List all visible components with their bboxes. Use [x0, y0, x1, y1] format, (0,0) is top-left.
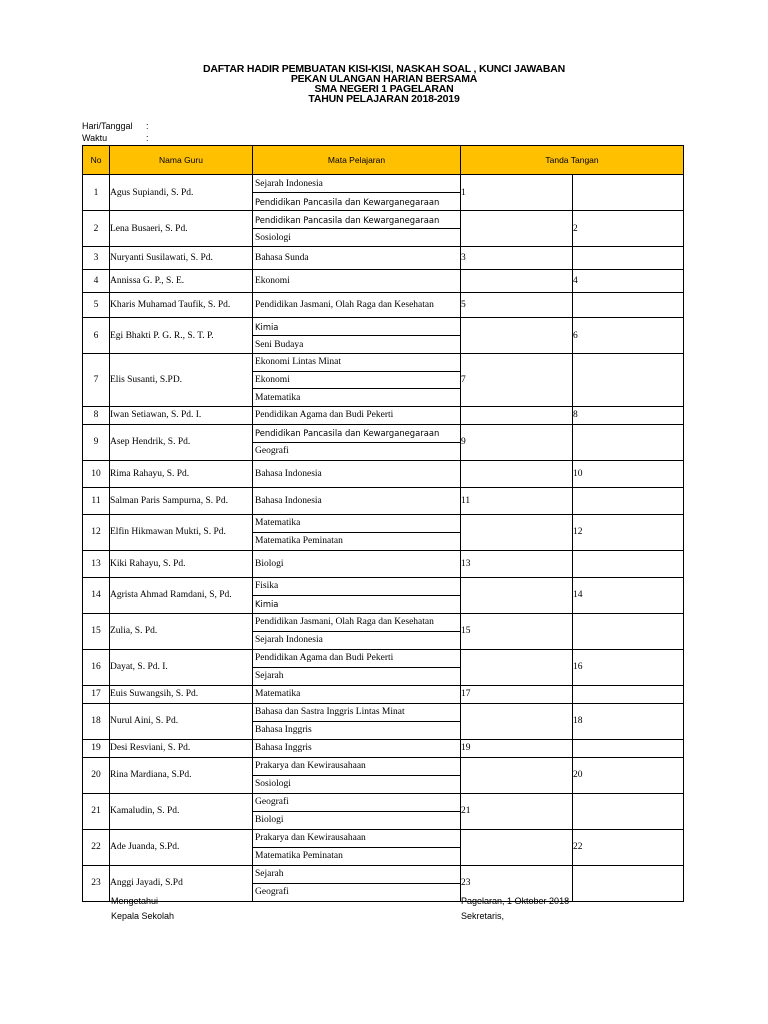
teacher-name: Annissa G. P., S. E.	[110, 270, 253, 293]
subject-cell	[253, 175, 461, 211]
teacher-name: Nurul Aini, S. Pd.	[110, 703, 253, 739]
signature-slot-right: 10	[573, 460, 684, 487]
signature-slot-right	[573, 793, 684, 829]
teacher-name: Rima Rahayu, S. Pd.	[110, 460, 253, 487]
signature-slot-right: 8	[573, 406, 684, 424]
subject-cell	[253, 293, 461, 318]
signature-slot-right: 16	[573, 649, 684, 685]
signature-slot-right: 14	[573, 577, 684, 613]
teacher-name: Elis Susanti, S.PD.	[110, 354, 253, 407]
teacher-name: Euis Suwangsih, S. Pd.	[110, 685, 253, 703]
footer-sekretaris: Sekretaris,	[461, 911, 505, 921]
signature-slot-left: 21	[461, 793, 573, 829]
table-row	[83, 318, 684, 354]
subject-cell	[253, 577, 461, 613]
subject-name: Prakarya dan Kewirausahaan	[253, 830, 460, 848]
subject-cell	[253, 829, 461, 865]
signature-slot-left	[461, 757, 573, 793]
signature-slot-right	[573, 175, 684, 211]
subject-name: Pendidikan Pancasila dan Kewarganegaraan	[253, 425, 460, 443]
subject-name: Bahasa Indonesia	[255, 468, 322, 479]
header-tanda-tangan: Tanda Tangan	[461, 146, 684, 175]
waktu-colon: :	[146, 133, 149, 143]
signature-slot-left: 5	[461, 293, 573, 318]
table-row	[83, 793, 684, 829]
table-row	[83, 649, 684, 685]
subject-name: Pendidikan Agama dan Budi Pekerti	[255, 410, 394, 421]
subject-name: Bahasa Indonesia	[255, 495, 322, 506]
row-number: 8	[83, 406, 110, 424]
row-number: 21	[83, 793, 110, 829]
subject-name: Matematika	[253, 515, 460, 533]
subject-cell	[253, 649, 461, 685]
signature-slot-left	[461, 211, 573, 247]
signature-slot-left	[461, 577, 573, 613]
subject-name: Biologi	[255, 558, 284, 569]
footer-kepala-sekolah: Kepala Sekolah	[111, 911, 175, 921]
signature-slot-left: 3	[461, 247, 573, 270]
signature-slot-left	[461, 318, 573, 354]
table-body	[83, 175, 684, 902]
teacher-name: Elfin Hikmawan Mukti, S. Pd.	[110, 514, 253, 550]
title-line-1: DAFTAR HADIR PEMBUATAN KISI-KISI, NASKAH SOAL , KUNCI JAWABAN	[202, 63, 566, 75]
teacher-name: Agrista Ahmad Ramdani, S, Pd.	[110, 577, 253, 613]
hari-tanggal-label: Hari/Tanggal	[82, 121, 133, 131]
subject-cell	[253, 270, 461, 293]
subject-name: Pendidikan Pancasila dan Kewarganegaraan	[255, 196, 440, 207]
subject-name: Geografi	[255, 446, 289, 457]
signature-slot-left	[461, 460, 573, 487]
signature-slot-right	[573, 613, 684, 649]
subject-cell	[253, 487, 461, 514]
table-row	[83, 685, 684, 703]
table-row	[83, 865, 684, 901]
document-title	[0, 64, 768, 104]
row-number: 23	[83, 865, 110, 901]
signature-slot-left	[461, 406, 573, 424]
subject-name: Matematika	[255, 689, 301, 700]
table-row	[83, 424, 684, 460]
table-row	[83, 460, 684, 487]
teacher-name: Ade Juanda, S.Pd.	[110, 829, 253, 865]
signature-slot-right	[573, 550, 684, 577]
signature-slot-left: 23	[461, 865, 573, 901]
table-row	[83, 757, 684, 793]
subject-name: Ekonomi	[255, 276, 290, 286]
teacher-name: Zulia, S. Pd.	[110, 613, 253, 649]
hari-tanggal-colon: :	[146, 121, 149, 131]
signature-slot-right	[573, 865, 684, 901]
header-nama-guru: Nama Guru	[110, 146, 253, 175]
header-mata-pelajaran: Mata Pelajaran	[253, 146, 461, 175]
subject-cell	[253, 757, 461, 793]
subject-cell	[253, 793, 461, 829]
signature-slot-left: 11	[461, 487, 573, 514]
table-row	[83, 211, 684, 247]
subject-name: Matematika Peminatan	[255, 851, 343, 862]
signature-slot-right: 18	[573, 703, 684, 739]
signature-slot-right: 4	[573, 270, 684, 293]
signature-slot-right	[573, 424, 684, 460]
subject-name: Prakarya dan Kewirausahaan	[253, 758, 460, 776]
signature-slot-right: 6	[573, 318, 684, 354]
subject-name: Bahasa Inggris	[255, 725, 312, 736]
row-number: 15	[83, 613, 110, 649]
subject-cell	[253, 550, 461, 577]
subject-cell	[253, 865, 461, 901]
subject-name: Geografi	[255, 887, 289, 898]
table-header-row	[83, 146, 684, 175]
teacher-name: Egi Bhakti P. G. R., S. T. P.	[110, 318, 253, 354]
signature-slot-right: 22	[573, 829, 684, 865]
table-row	[83, 829, 684, 865]
teacher-name: Dayat, S. Pd. I.	[110, 649, 253, 685]
subject-name: Geografi	[253, 794, 460, 812]
teacher-name: Kamaludin, S. Pd.	[110, 793, 253, 829]
subject-name: Ekonomi	[253, 372, 460, 390]
signature-slot-left	[461, 649, 573, 685]
row-number: 10	[83, 460, 110, 487]
subject-name: Sejarah	[255, 671, 284, 682]
row-number: 5	[83, 293, 110, 318]
subject-name: Seni Budaya	[255, 339, 304, 350]
teacher-name: Salman Paris Sampurna, S. Pd.	[110, 487, 253, 514]
signature-slot-right	[573, 685, 684, 703]
subject-cell	[253, 354, 461, 407]
subject-name: Sejarah	[253, 866, 460, 884]
row-number: 17	[83, 685, 110, 703]
row-number: 7	[83, 354, 110, 407]
teacher-name: Lena Busaeri, S. Pd.	[110, 211, 253, 247]
subject-name: Bahasa dan Sastra Inggris Lintas Minat	[253, 704, 460, 722]
signature-slot-right	[573, 293, 684, 318]
signature-slot-left	[461, 829, 573, 865]
row-number: 9	[83, 424, 110, 460]
signature-slot-right	[573, 487, 684, 514]
signature-slot-left: 15	[461, 613, 573, 649]
teacher-name: Rina Mardiana, S.Pd.	[110, 757, 253, 793]
title-line-4: TAHUN PELAJARAN 2018-2019	[308, 93, 460, 105]
table-row	[83, 293, 684, 318]
table-row	[83, 406, 684, 424]
signature-slot-right	[573, 247, 684, 270]
signature-slot-left	[461, 514, 573, 550]
subject-cell	[253, 514, 461, 550]
table-row	[83, 514, 684, 550]
signature-slot-left: 17	[461, 685, 573, 703]
row-number: 16	[83, 649, 110, 685]
signature-slot-right	[573, 354, 684, 407]
row-number: 20	[83, 757, 110, 793]
subject-name: Sejarah Indonesia	[255, 635, 323, 646]
subject-name: Sosiologi	[255, 232, 291, 243]
table-row	[83, 577, 684, 613]
subject-cell	[253, 685, 461, 703]
subject-name: Pendidikan Jasmani, Olah Raga dan Kesehatan	[255, 300, 434, 310]
row-number: 14	[83, 577, 110, 613]
teacher-name: Anggi Jayadi, S.Pd	[110, 865, 253, 901]
row-number: 6	[83, 318, 110, 354]
row-number: 19	[83, 739, 110, 757]
table-row	[83, 270, 684, 293]
subject-name: Ekonomi Lintas Minat	[253, 354, 460, 372]
table-row	[83, 739, 684, 757]
title-line-2: PEKAN ULANGAN HARIAN BERSAMA	[290, 73, 478, 85]
subject-name: Pendidikan Agama dan Budi Pekerti	[253, 650, 460, 668]
row-number: 3	[83, 247, 110, 270]
teacher-name: Agus Supiandi, S. Pd.	[110, 175, 253, 211]
table-row	[83, 487, 684, 514]
subject-name: Matematika Peminatan	[255, 536, 343, 547]
subject-cell	[253, 318, 461, 354]
waktu-label: Waktu	[82, 133, 108, 143]
subject-name: Sejarah Indonesia	[253, 175, 460, 193]
table-row	[83, 550, 684, 577]
table-row	[83, 703, 684, 739]
header-no: No	[83, 146, 110, 175]
subject-cell	[253, 613, 461, 649]
row-number: 11	[83, 487, 110, 514]
teacher-name: Nuryanti Susilawati, S. Pd.	[110, 247, 253, 270]
signature-slot-left	[461, 270, 573, 293]
subject-name: Sosiologi	[255, 779, 291, 790]
row-number: 4	[83, 270, 110, 293]
signature-slot-left: 9	[461, 424, 573, 460]
subject-name: Matematika	[255, 392, 301, 403]
teacher-name: Iwan Setiawan, S. Pd. I.	[110, 406, 253, 424]
footer-place-date: Pagelaran, 1 Oktober 2018	[461, 896, 570, 906]
title-line-3: SMA NEGERI 1 PAGELARAN	[314, 83, 454, 95]
attendance-table	[82, 145, 684, 902]
row-number: 1	[83, 175, 110, 211]
subject-name: Bahasa Inggris	[255, 743, 312, 754]
row-number: 13	[83, 550, 110, 577]
subject-name: Biologi	[255, 815, 284, 826]
signature-slot-left	[461, 703, 573, 739]
signature-slot-left: 13	[461, 550, 573, 577]
teacher-name: Kiki Rahayu, S. Pd.	[110, 550, 253, 577]
row-number: 2	[83, 211, 110, 247]
signature-slot-right: 2	[573, 211, 684, 247]
signature-slot-right: 20	[573, 757, 684, 793]
signature-slot-left: 1	[461, 175, 573, 211]
table-row	[83, 354, 684, 407]
signature-slot-left: 7	[461, 354, 573, 407]
signature-slot-right	[573, 739, 684, 757]
subject-cell	[253, 460, 461, 487]
teacher-name: Desi Resviani, S. Pd.	[110, 739, 253, 757]
signature-slot-left: 19	[461, 739, 573, 757]
subject-cell	[253, 406, 461, 424]
subject-name: Bahasa Sunda	[255, 253, 309, 263]
teacher-name: Kharis Muhamad Taufik, S. Pd.	[110, 293, 253, 318]
subject-name: Kimia	[255, 599, 279, 610]
subject-cell	[253, 739, 461, 757]
subject-name: Pendidikan Pancasila dan Kewarganegaraan	[253, 211, 460, 229]
row-number: 22	[83, 829, 110, 865]
teacher-name: Asep Hendrik, S. Pd.	[110, 424, 253, 460]
table-row	[83, 613, 684, 649]
signature-slot-right: 12	[573, 514, 684, 550]
row-number: 12	[83, 514, 110, 550]
footer-mengetahui: Mengetahui	[111, 896, 159, 906]
subject-cell	[253, 211, 461, 247]
subject-name: Pendidikan Jasmani, Olah Raga dan Kesehatan	[253, 614, 460, 632]
subject-cell	[253, 703, 461, 739]
subject-cell	[253, 247, 461, 270]
row-number: 18	[83, 703, 110, 739]
subject-cell	[253, 424, 461, 460]
subject-name: Fisika	[253, 578, 460, 596]
subject-name: Kimia	[253, 318, 460, 336]
table-row	[83, 175, 684, 211]
table-row	[83, 247, 684, 270]
